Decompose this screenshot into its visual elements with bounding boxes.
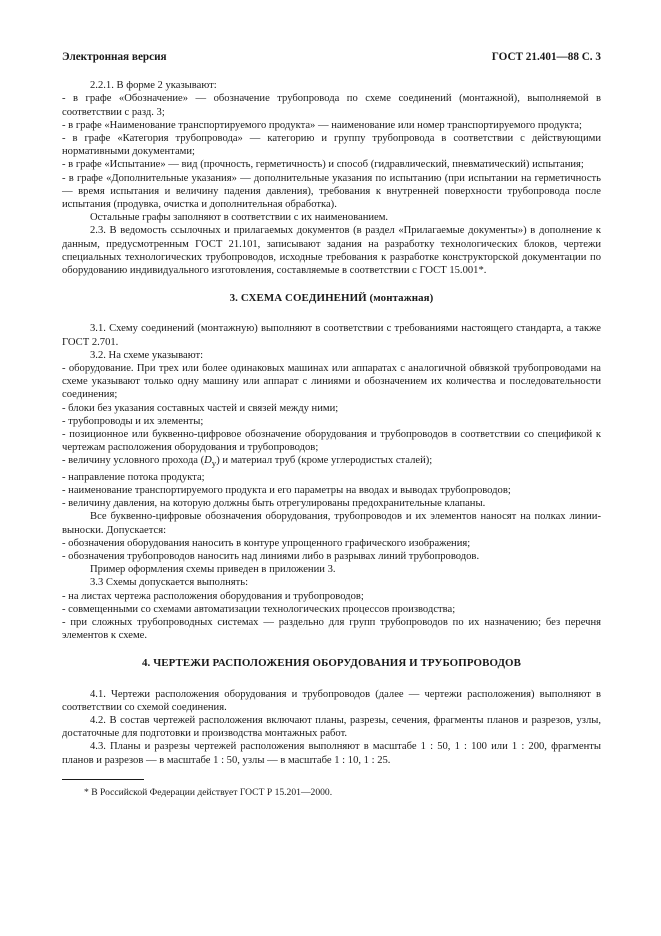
paragraph: - обозначения трубопроводов наносить над линиями либо в разрывах линий трубопроводов. bbox=[62, 551, 480, 563]
paragraph: 2.3. В ведомость ссылочных и прилагаемых документов (в раздел «Прилагаемые документы») в дополнение к данным, предусмотренным ГОСТ 21.101, записывают задания на разработку технологических блоков, чертежи специальных технологических трубопроводов, исходные требования к разработке конструкторской документации по оборудованию индивидуального изготовления, составляемые в соответствии с ГОСТ 15.001*. bbox=[62, 225, 601, 277]
paragraph: - наименование транспортируемого продукта и его параметры на вводах и выводах трубопроводов; bbox=[62, 485, 511, 496]
paragraph: 3.1. Схему соединений (монтажную) выполняют в соответствии с требованиями настоящего стандарта, а также ГОСТ 2.701. bbox=[62, 323, 601, 348]
paragraph: - в графе «Наименование транспортируемого продукта» — наименование или номер транспортируемого продукта; bbox=[62, 119, 582, 131]
paragraph: Остальные графы заполняют в соответствии с их наименованием. bbox=[90, 212, 389, 224]
paragraph: - блоки без указания составных частей и связей между ними; bbox=[62, 402, 339, 414]
symbol-subscript: у bbox=[211, 458, 217, 469]
footnote-divider bbox=[62, 779, 144, 780]
footnote: * В Российской Федерации действует ГОСТ Р 15.201—2000. bbox=[84, 786, 333, 798]
paragraph: 3.2. На схеме указывают: bbox=[90, 349, 204, 361]
section-3 bbox=[62, 322, 601, 642]
paragraph: 4.1. Чертежи расположения оборудования и трубопроводов (далее — чертежи расположения) выполняют в соответствии со схемой соединения. bbox=[62, 688, 601, 713]
paragraph: - позиционное или буквенно-цифровое обозначение оборудования и трубопроводов в соответствии со спецификой к чертежам расположения оборудования и трубопроводов; bbox=[62, 429, 601, 454]
section-3-heading: 3. СХЕМА СОЕДИНЕНИЙ (монтажная) bbox=[229, 292, 434, 305]
paragraph: - обозначения оборудования наносить в контуре упрощенного графического изображения; bbox=[62, 537, 471, 549]
paragraph: - трубопроводы и их элементы; bbox=[62, 415, 204, 427]
header-left: Электронная версия bbox=[62, 51, 167, 63]
paragraph: 2.2.1. В форме 2 указывают: bbox=[90, 80, 217, 92]
symbol-d: D bbox=[204, 455, 212, 467]
paragraph: 4.2. В состав чертежей расположения включают планы, разрезы, сечения, фрагменты планов и разрезов, узлы, достаточные для подготовки и производства монтажных работ. bbox=[62, 715, 601, 740]
section-2-continued bbox=[62, 79, 601, 277]
paragraph: - в графе «Обозначение» — обозначение трубопровода по схеме соединений (монтажной), выполняемой в соответствии с разд. 3; bbox=[62, 93, 601, 118]
text-run: ) и материал труб (кроме углеродистых сталей); bbox=[216, 455, 433, 467]
paragraph: - в графе «Испытание» — вид (прочность, герметичность) и способ (гидравлический, пневматический) испытания; bbox=[62, 159, 584, 171]
section-4-heading: 4. ЧЕРТЕЖИ РАСПОЛОЖЕНИЯ ОБОРУДОВАНИЯ И ТРУБОПРОВОДОВ bbox=[142, 657, 521, 670]
page-header bbox=[62, 51, 601, 64]
text-run: - величину условного прохода ( bbox=[62, 455, 205, 467]
paragraph: - совмещенными со схемами автоматизации технологических процессов производства; bbox=[62, 603, 456, 615]
paragraph: 3.3 Схемы допускается выполнять: bbox=[90, 577, 249, 589]
paragraph bbox=[62, 454, 601, 470]
paragraph: - в графе «Категория трубопровода» — категорию и группу трубопровода в соответствии с действующими нормативными документами; bbox=[62, 133, 601, 158]
paragraph: - на листах чертежа расположения оборудования и трубопроводов; bbox=[62, 590, 364, 602]
paragraph: Все буквенно-цифровые обозначения оборудования, трубопроводов и их элементов наносят на полках линии-выноски. Допускается: bbox=[62, 511, 601, 536]
paragraph: - при сложных трубопроводных системах — раздельно для групп трубопроводов по их назначению; без перечня элементов к схеме. bbox=[62, 617, 601, 642]
paragraph: - направление потока продукта; bbox=[62, 471, 205, 483]
paragraph: 4.3. Планы и разрезы чертежей расположения выполняют в масштабе 1 : 50, 1 : 100 или 1 : 200, фрагменты планов и разрезов — в масштабе 1 : 50, узлы — в масштабе 1 : 10, 1 : 25. bbox=[62, 741, 601, 766]
paragraph: - величину давления, на которую должны быть отрегулированы предохранительные клапаны. bbox=[62, 498, 486, 510]
header-right: ГОСТ 21.401—88 С. 3 bbox=[491, 51, 601, 63]
paragraph: Пример оформления схемы приведен в приложении 3. bbox=[90, 564, 336, 576]
section-4 bbox=[62, 688, 601, 767]
paragraph: - в графе «Дополнительные указания» — дополнительные указания по испытанию (при испытании на герметичность — время испытания и величину падения давления), требования к внутренней поверхности трубопровода после испытания (продувка, очистка и дополнительная обработка). bbox=[62, 172, 601, 211]
paragraph: - оборудование. При трех или более одинаковых машинах или аппаратах с аналогичной обвязкой трубопроводами на схеме указывают только одну машину или аппарат с линиями и обозначением их количества и последовательности соединения; bbox=[62, 363, 601, 401]
